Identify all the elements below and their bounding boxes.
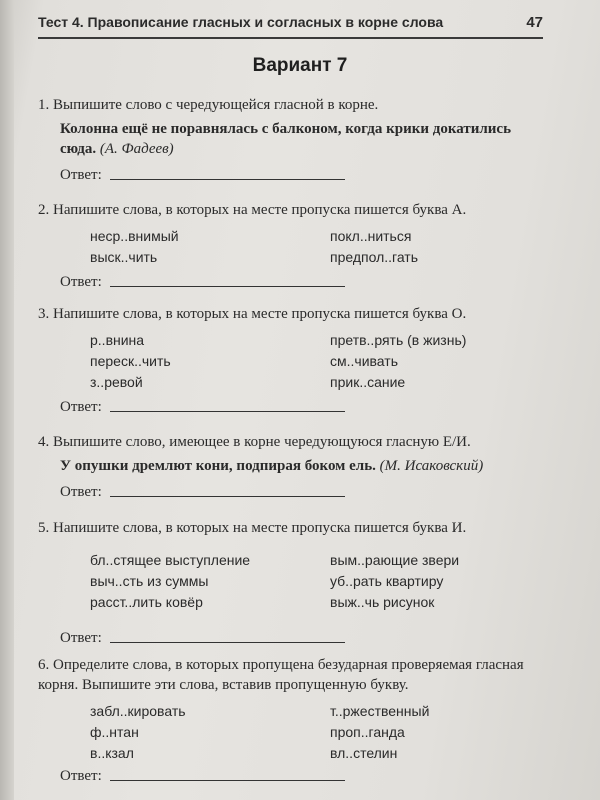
task-question: 2. Напишите слова, в которых на месте пропуска пишется буква А. — [38, 202, 467, 218]
word-item: выч..сть из суммы — [90, 573, 209, 589]
word-item: покл..ниться — [330, 228, 412, 244]
header-rule — [38, 37, 543, 39]
answer-field — [60, 165, 550, 185]
word-item: см..чивать — [330, 353, 398, 369]
task-question: 6. Определите слова, в которых пропущена безударная проверяемая гласная корня. Выпишите эти слова, вставив пропущенную букву. — [38, 657, 524, 693]
word-item: вл..стелин — [330, 745, 398, 761]
word-item: переск..чить — [90, 353, 171, 369]
sentence-text: У опушки дремлют кони, подпирая боком ель. — [60, 458, 376, 474]
word-item: в..кзал — [90, 745, 134, 761]
task-question: 3. Напишите слова, в которых на месте пропуска пишется буква О. — [38, 306, 467, 322]
word-item: расст..лить ковёр — [90, 594, 203, 610]
answer-line — [110, 411, 345, 412]
answer-label: Ответ: — [60, 484, 102, 500]
task-2 — [38, 200, 550, 292]
word-item: р..внина — [90, 332, 145, 348]
word-item: уб..рать квартиру — [330, 573, 444, 589]
word-item: з..ревой — [90, 374, 143, 390]
word-item: выск..чить — [90, 249, 158, 265]
variant-title: Вариант 7 — [252, 55, 348, 76]
word-item: выж..чь рисунок — [330, 594, 435, 610]
answer-field — [60, 766, 550, 786]
answer-line — [110, 780, 345, 781]
answer-label: Ответ: — [60, 630, 102, 646]
task-sentence — [60, 119, 550, 159]
word-list — [38, 550, 550, 616]
word-list — [38, 330, 550, 393]
answer-label: Ответ: — [60, 399, 102, 415]
word-item: проп..ганда — [330, 724, 405, 740]
word-item: неср..внимый — [90, 228, 179, 244]
answer-label: Ответ: — [60, 167, 102, 183]
answer-label: Ответ: — [60, 274, 102, 290]
answer-field — [60, 397, 550, 417]
task-5 — [38, 518, 550, 648]
task-question: 1. Выпишите слово с чередующейся гласной в корне. — [38, 97, 379, 113]
word-item: вым..рающие звери — [330, 552, 460, 568]
answer-line — [110, 286, 345, 287]
header-title: Тест 4. Правописание гласных и согласных в корне слова — [38, 14, 444, 30]
answer-label: Ответ: — [60, 768, 102, 784]
task-3 — [38, 304, 550, 417]
task-sentence — [60, 456, 550, 476]
page-binding-shadow — [0, 0, 14, 800]
word-item: т..ржественный — [330, 703, 430, 719]
sentence-author: (М. Исаковский) — [379, 458, 484, 474]
task-4 — [38, 432, 550, 502]
word-list — [38, 226, 550, 266]
sentence-text: Колонна ещё не поравнялась с балконом, когда крики докатились сюда. — [60, 121, 512, 157]
word-item: бл..стящее выступление — [90, 552, 251, 568]
page-number: 47 — [526, 14, 543, 31]
page-header — [38, 14, 543, 30]
task-question: 4. Выпишите слово, имеющее в корне чередующуюся гласную Е/И. — [38, 434, 471, 450]
task-6 — [38, 655, 550, 786]
task-question: 5. Напишите слова, в которых на месте пропуска пишется буква И. — [38, 520, 467, 536]
word-item: претв..рять (в жизнь) — [330, 332, 467, 348]
sentence-author: (А. Фадеев) — [99, 141, 174, 157]
word-item: предпол..гать — [330, 249, 419, 265]
word-item: прик..сание — [330, 374, 406, 390]
answer-line — [110, 179, 345, 180]
word-item: ф..нтан — [90, 724, 139, 740]
answer-field — [60, 628, 550, 648]
answer-field — [60, 272, 550, 292]
word-item: забл..кировать — [90, 703, 186, 719]
answer-field — [60, 482, 550, 502]
answer-line — [110, 496, 345, 497]
word-list — [38, 701, 550, 764]
task-1 — [38, 95, 550, 185]
answer-line — [110, 642, 345, 643]
